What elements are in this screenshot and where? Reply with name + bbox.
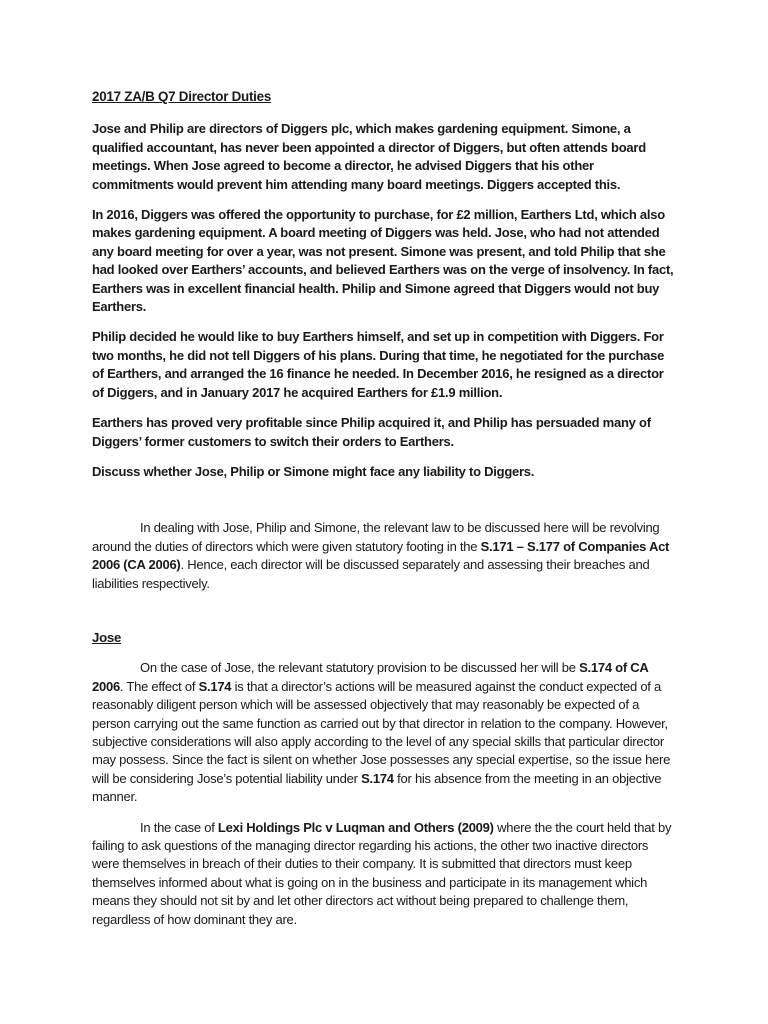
question-paragraph-1 — [92, 120, 676, 194]
text-run: 2017 ZA/B Q7 Director Duties — [92, 89, 272, 104]
question-instruction — [92, 463, 676, 481]
question-paragraph-3 — [92, 328, 676, 402]
document-title — [92, 88, 676, 106]
text-run: where the the court held that by failing to ask questions of the managing director regarding his actions, the other two inactive directors were themselves in breach of their duties to their company. It is submitted that directors must keep themselves informed about what is going on in the business and participate in its management which means they should not sit by and let other directors act without being prepared to challenge them, regardless of how dominant they are. — [92, 819, 672, 927]
section-gap — [92, 605, 676, 629]
text-run: Philip decided he would like to buy Earthers himself, and set up in competition with Diggers. For two months, he did not tell Diggers of his plans. During that time, he negotiated for the purchase of Earthers, and arranged the 16 finance he needed. In December 2016, he resigned as a director of Diggers, and in January 2017 he acquired Earthers for £1.9 million. — [92, 329, 665, 400]
text-run: S.174 — [361, 770, 394, 786]
text-run: . The effect of — [119, 678, 199, 694]
jose-paragraph-1 — [92, 659, 676, 806]
text-run: Lexi Holdings Plc v Luqman and Others (2009) — [217, 819, 494, 835]
answer-intro-paragraph — [92, 519, 676, 593]
section-heading-jose — [92, 629, 676, 647]
text-run: Earthers has proved very profitable since Philip acquired it, and Philip has persuaded many of Diggers’ former customers to switch their orders to Earthers. — [92, 415, 651, 449]
question-paragraph-2 — [92, 206, 676, 316]
text-run: S.174 — [198, 678, 232, 694]
text-run: for his absence from the meeting in an objective manner. — [92, 770, 662, 805]
text-run: In the case of — [140, 819, 218, 835]
text-run: In 2016, Diggers was offered the opportunity to purchase, for £2 million, Earthers Ltd, which also makes gardening equipment. A board meeting of Diggers was held. Jose, who had not attended any board meeting for over a year, was not present. Simone was present, and told Philip that she had looked over Earthers’ accounts, and believed Earthers was on the verge of insolvency. In fact, Earthers was in excellent financial health. Philip and Simone agreed that Diggers would not buy Earthers. — [92, 207, 674, 315]
text-run: S.174 of CA 2006 — [92, 660, 649, 694]
text-run: . Hence, each director will be discussed separately and assessing their breaches and liabilities respectively. — [92, 557, 650, 591]
document-blocks — [92, 88, 676, 929]
question-paragraph-4 — [92, 414, 676, 451]
text-run: Jose — [92, 629, 122, 645]
jose-paragraph-2 — [92, 819, 676, 929]
text-run: On the case of Jose, the relevant statutory provision to be discussed her will be — [140, 660, 580, 676]
text-run: S.171 – S.177 of Companies Act 2006 (CA 2006) — [92, 538, 670, 573]
text-run: Discuss whether Jose, Philip or Simone might face any liability to Diggers. — [92, 463, 535, 479]
text-run: In dealing with Jose, Philip and Simone, the relevant law to be discussed here will be revolving around the duties of directors which were given statutory footing in the — [92, 520, 660, 554]
section-gap — [92, 493, 676, 519]
text-run: Jose and Philip are directors of Diggers plc, which makes gardening equipment. Simone, a qualified accountant, has never been appointed a director of Diggers, but often attends board meetings. When Jose agreed to become a director, he advised Diggers that his other commitments would prevent him attending many board meetings. Diggers accepted this. — [92, 121, 646, 192]
text-run: is that a director’s actions will be measured against the conduct expected of a reasonably diligent person which will be assessed objectively that may reasonably be expected of a person carrying out the same function as carried out by that director in relation to the company. However, subjective considerations will also apply according to the level of any special skills that particular director may possess. Since the fact is silent on whether Jose possesses any special expertise, so the issue here will be considering Jose’s potential liability under — [92, 678, 671, 786]
